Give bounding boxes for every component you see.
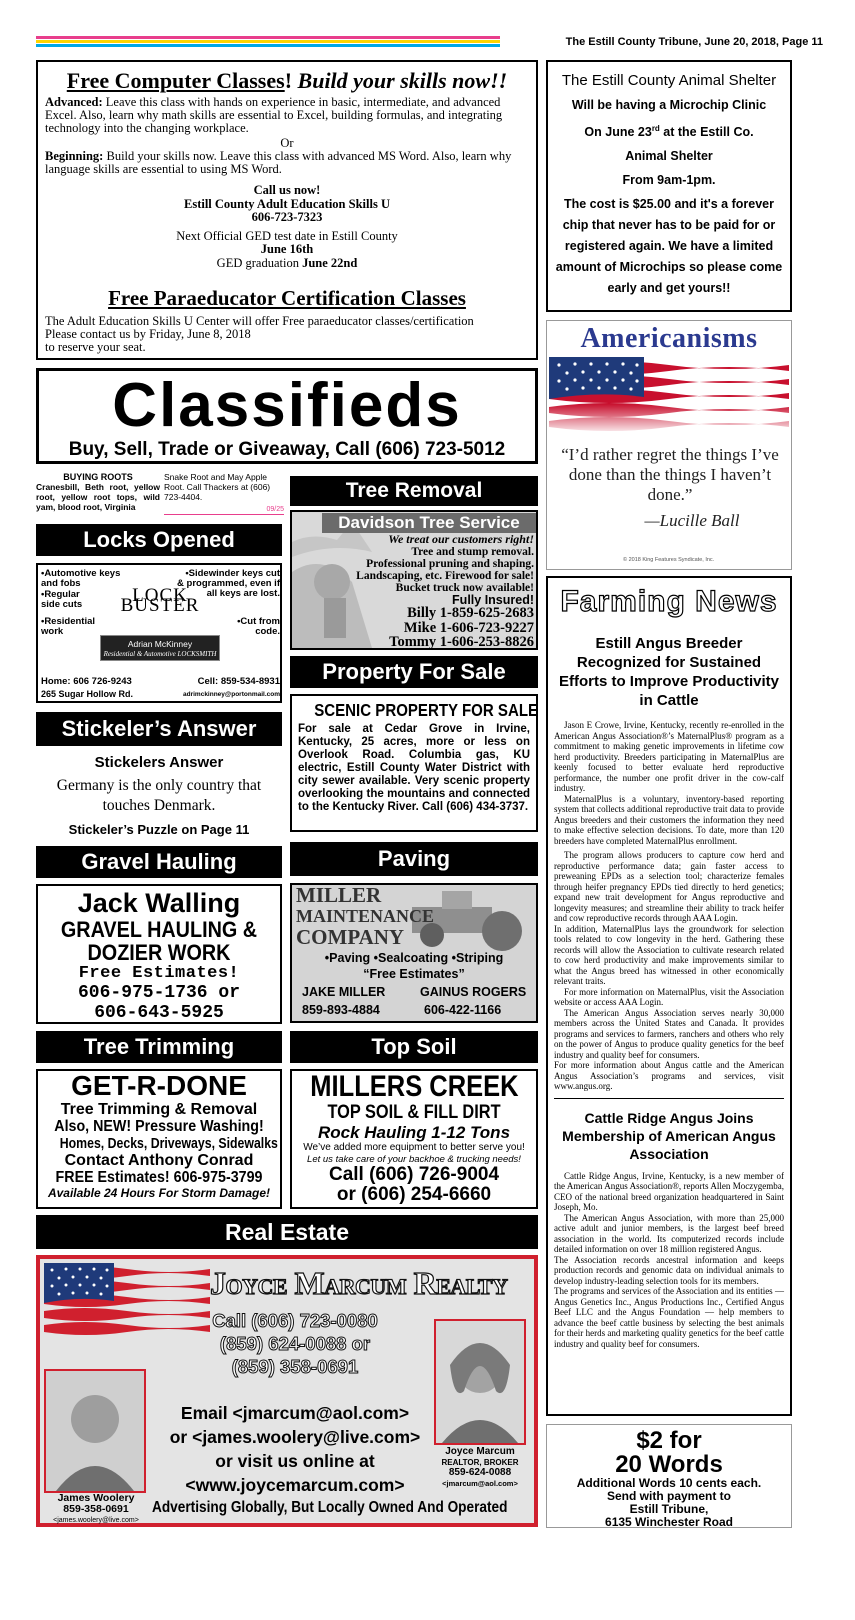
- rates-line-3: Additional Words 10 cents each.: [576, 1476, 762, 1490]
- person-icon: [46, 1371, 144, 1491]
- call-us: Call us now!: [253, 183, 321, 197]
- property-header: Property For Sale: [290, 656, 538, 688]
- computer-title: [45, 68, 529, 94]
- lock-card-sub: Residential & Automotive LOCKSMITH: [103, 650, 217, 658]
- gravel-line-3: DOZIER WORK: [87, 940, 231, 965]
- shelter-line-2b: at the Estill Co.: [659, 125, 754, 140]
- lock-service-2: •Regular side cuts: [41, 589, 83, 610]
- tree-removal-ad: [290, 510, 538, 650]
- property-title: SCENIC PROPERTY FOR SALE: [314, 700, 539, 720]
- stickeler-header: Stickeler’s Answer: [36, 712, 282, 746]
- trim-line-3: Also, NEW! Pressure Washing!: [54, 1118, 264, 1135]
- paving-header: Paving: [290, 842, 538, 876]
- gravel-line-1: Jack Walling: [77, 888, 241, 918]
- roots-code: 09/25: [164, 506, 284, 515]
- realty-company-name: Joyce Marcum Realty: [210, 1265, 508, 1301]
- beginning-label: Beginning:: [45, 149, 104, 163]
- tree-removal-header: Tree Removal: [290, 476, 538, 506]
- americanisms-ad: [546, 320, 792, 570]
- soil-line-1: MILLERS CREEK: [310, 1070, 519, 1103]
- roots-text-right: Snake Root and May Apple Root. Call Thackers at (606) 723-4404.: [164, 472, 271, 502]
- miller-company-name: [296, 885, 434, 948]
- shelter-title: The Estill County Animal Shelter: [561, 72, 777, 89]
- lock-address: 265 Sugar Hollow Rd.: [41, 689, 134, 699]
- realty-slogan: Advertising Globally, But Locally Owned And Operated: [152, 1499, 508, 1516]
- paving-ad: [290, 883, 538, 1023]
- paving-free-estimates: “Free Estimates”: [363, 967, 465, 981]
- tree-company-name: Davidson Tree Service: [322, 513, 536, 533]
- agent-joyce-phone: 859-624-0088: [448, 1467, 512, 1478]
- property-ad: [290, 694, 538, 832]
- article1-p2: MaternalPlus is a voluntary, inventory-based reporting system that collects additional reproductive trait data to provide Angus breeders and their customers the information they need to make effective selection decisions. To date, more than 120 breeders have completed MaternalPlus enrollment.: [554, 793, 784, 846]
- paving-services: •Paving •Sealcoating •Striping: [324, 951, 504, 965]
- lock-owner-name: Adrian McKinney: [127, 639, 193, 649]
- classifieds-banner: [36, 368, 538, 464]
- animal-shelter-ad: [546, 60, 792, 312]
- shelter-line-2-sup: rd: [651, 124, 660, 133]
- farming-headline-1: Estill Angus Breeder Recognized for Sustained Efforts to Improve Productivity in Cattle: [558, 635, 780, 709]
- agent-joyce-name: Joyce Marcum: [445, 1446, 515, 1457]
- para-line-2: Please contact us by Friday, June 8, 2018: [45, 327, 251, 341]
- paving-phone-gainus: 606-422-1166: [424, 1003, 502, 1017]
- tree-tagline: We treat our customers right!: [388, 532, 534, 546]
- realty-phone-3: (859) 358-0691: [231, 1356, 359, 1377]
- trim-line-6: FREE Estimates! 606-975-3799: [55, 1169, 263, 1186]
- americanisms-credit: © 2018 King Features Syndicate, Inc.: [623, 557, 715, 563]
- tree-service-2: Professional pruning and shaping.: [366, 558, 534, 570]
- shelter-line-2: [554, 117, 784, 144]
- farming-title: Farming News: [560, 585, 778, 618]
- gravel-line-2: GRAVEL HAULING &: [60, 917, 258, 942]
- gravel-header: Gravel Hauling: [36, 846, 282, 878]
- tree-service-4: Bucket truck now available!: [395, 582, 534, 594]
- lock-service-5: •Cut from code.: [237, 616, 280, 637]
- soil-line-7: or (606) 254-6660: [336, 1184, 492, 1205]
- article2-p3: The Association records ancestral information and keeps production records and genomic data on individual animals to develop industry-leading selection tools for its members.: [554, 1254, 784, 1286]
- farming-article-2: [554, 1171, 784, 1350]
- article1-p3: The program allows producers to capture cow herd and reproductive performance data; gain faster access to preweaning EPDs as a selection tool; characterize females through heifer pregnancy EPDs tied directly to herd genetics; expand new trait development for Angus reproductive and longevity measures; and streamline their ability to track heifer and cow reproductive records through AAA Login.: [554, 850, 784, 923]
- rates-line-5: Estill Tribune,: [629, 1502, 709, 1516]
- agent-james-email: <james.woolery@live.com>: [53, 1517, 139, 1524]
- center-name: Estill County Adult Education Skills U: [184, 196, 390, 211]
- tree-phone-billy: Billy 1-859-625-2683: [407, 605, 534, 621]
- gravel-line-5: 606-975-1736 or: [77, 983, 241, 1003]
- tree-trimming-ad: [36, 1069, 282, 1209]
- classifieds-title: Classifieds: [112, 371, 462, 440]
- realty-visit: or visit us online at: [215, 1451, 375, 1471]
- grad-prefix: GED graduation: [216, 255, 303, 270]
- lock-email: adrimckinney@portonmail.com: [183, 691, 280, 698]
- stickeler-answer: [36, 754, 282, 837]
- americanisms-quote: “I’d rather regret the things I’ve done than the things I haven’t done.”: [561, 445, 779, 504]
- classifieds-subtitle: Buy, Sell, Trade or Giveaway, Call (606) 723-5012: [68, 439, 506, 460]
- agent-james: [40, 1493, 152, 1526]
- soil-line-5: Let us take care of your backhoe & trucking needs!: [307, 1154, 521, 1165]
- soil-line-3: Rock Hauling 1-12 Tons: [317, 1123, 511, 1142]
- lock-service-1: •Automotive keys and fobs: [41, 568, 121, 589]
- article1-p7: For more information about Angus cattle and the American Angus Association’s programs and services, visit www.angus.org.: [554, 1060, 784, 1091]
- para-line-1: The Adult Education Skills U Center will offer Free paraeducator classes/certification: [45, 314, 474, 328]
- soil-line-6: Call (606) 726-9004: [328, 1164, 500, 1185]
- lock-service-4: •Sidewinder keys cut & programmed, even if all keys are lost.: [177, 568, 280, 599]
- center-phone: 606-723-7323: [251, 210, 323, 224]
- miller-line-1: MILLER: [296, 883, 382, 907]
- soil-line-2: TOP SOIL & FILL DIRT: [327, 1102, 501, 1123]
- shelter-line-2a: On June 23: [584, 125, 652, 140]
- article1-p1: Jason E Crowe, Irvine, Kentucky, recently re-enrolled in the American Angus Association®’s MaternalPlus® program as a commitment to making genetic improvements in lifetime cow herd productivity. Breeders participating in MaternalPlus are keenly focused to better evaluate herd reproductive performance, the number one profit driver in the cow-calf industry.: [554, 720, 784, 793]
- advanced-text: Leave this class with hands on experience in basic, intermediate, and advanced Excel. Also, learn why math skills are essential to Excel, building formulas, and integrating technology into the changing workplace.: [45, 95, 503, 135]
- buying-roots-right: [164, 472, 284, 515]
- agent-joyce: [426, 1447, 534, 1489]
- farming-news: [546, 576, 792, 1416]
- computer-title-sub: Build your skills now!!: [297, 68, 508, 93]
- farming-headline-2: Cattle Ridge Angus Joins Membership of American Angus Association: [562, 1109, 776, 1162]
- realty-phones: [190, 1309, 400, 1378]
- paving-phone-jake: 859-893-4884: [302, 1003, 380, 1017]
- article1-p6: The American Angus Association serves nearly 30,000 members across the United States and Canada. It provides programs and services to farmers, ranchers and others who rely on the power of Angus to produce quality genetics for the beef industry and quality beef for consumers.: [554, 1007, 784, 1060]
- shelter-line-4: From 9am-1pm.: [622, 173, 716, 188]
- tree-trimming-header: Tree Trimming: [36, 1031, 282, 1063]
- realty-website: <www.joycemarcum.com>: [185, 1475, 405, 1495]
- tree-services: [332, 546, 534, 606]
- gravel-ad: [36, 884, 282, 1024]
- top-soil-ad: [290, 1069, 538, 1209]
- stickeler-answer-text: Germany is the only country that touches Denmark.: [56, 777, 262, 814]
- tree-phone-mike: Mike 1-606-723-9227: [403, 619, 534, 636]
- rates-ad: [546, 1424, 792, 1528]
- agent-james-phone: 859-358-0691: [63, 1503, 129, 1515]
- tree-phone-tommy: Tommy 1-606-253-8826: [389, 634, 534, 650]
- lock-service-3: •Residential work: [41, 616, 96, 637]
- real-estate-flag-icon: [44, 1263, 210, 1343]
- realty-phone-2: (859) 624-0088 or: [219, 1333, 371, 1354]
- trim-line-7: Available 24 Hours For Storm Damage!: [47, 1186, 271, 1200]
- trim-line-2: Tree Trimming & Removal: [60, 1101, 258, 1118]
- roots-title: BUYING ROOTS: [63, 472, 133, 482]
- computer-title-main: Free Computer Classes: [66, 68, 285, 93]
- article2-p1: Cattle Ridge Angus, Irvine, Kentucky, is a new member of the American Angus Association®, reports Allen Moczygemba, CEO of the national breed organization headquartered in Saint Joseph, Mo.: [554, 1170, 784, 1212]
- shelter-line-1: Will be having a Microchip Clinic: [571, 98, 767, 112]
- farming-article-1: [554, 720, 784, 1092]
- trim-line-1: GET-R-DONE: [71, 1070, 247, 1101]
- gravel-line-6: 606-643-5925: [94, 1003, 224, 1023]
- ged-date: June 16th: [260, 242, 314, 256]
- miller-line-2: MAINTENANCE: [296, 906, 435, 926]
- locks-ad: [36, 563, 282, 703]
- gravel-line-4: Free Estimates!: [78, 964, 240, 983]
- advanced-label: Advanced:: [45, 95, 103, 109]
- americanisms-author: —Lucille Ball: [644, 511, 740, 530]
- person-icon: [436, 1321, 524, 1443]
- agent-joyce-email: <jmarcum@aol.com>: [442, 1478, 518, 1488]
- top-soil-header: Top Soil: [290, 1031, 538, 1063]
- computer-title-excl: !: [284, 68, 298, 93]
- soil-line-4: We’ve added more equipment to better serve you!: [303, 1142, 525, 1153]
- rates-line-6: 6135 Winchester Road: [605, 1515, 733, 1529]
- rates-line-4: Send with payment to: [606, 1489, 731, 1503]
- stickeler-puzzle-note: Stickeler’s Puzzle on Page 11: [68, 822, 250, 837]
- paving-name-gainus: GAINUS ROGERS: [420, 985, 527, 999]
- miller-line-3: COMPANY: [296, 925, 405, 949]
- grad-date: June 22nd: [302, 255, 358, 270]
- realty-email-1: Email <jmarcum@aol.com>: [180, 1403, 410, 1423]
- paving-name-jake: JAKE MILLER: [302, 985, 386, 999]
- locks-opened-header: Locks Opened: [36, 524, 282, 556]
- agent-photo-james: [44, 1369, 146, 1493]
- shelter-line-3: Animal Shelter: [625, 149, 713, 164]
- real-estate-header: Real Estate: [36, 1215, 538, 1249]
- lock-card: [100, 635, 220, 661]
- tree-service-1: Tree and stump removal.: [411, 546, 534, 558]
- page-header: The Estill County Tribune, June 20, 2018, Page 11: [500, 36, 825, 48]
- lock-cell-phone: Cell: 859-534-8931: [197, 676, 280, 687]
- rates-line-1: $2 for: [636, 1427, 702, 1454]
- computer-classes-ad: [36, 60, 538, 360]
- rates-line-2: 20 Words: [615, 1451, 723, 1478]
- trim-line-5: Contact Anthony Conrad: [64, 1152, 254, 1169]
- realty-contact: [150, 1401, 440, 1497]
- real-estate-ad: [36, 1255, 538, 1527]
- beginning-text: Build your skills now. Leave this class with advanced MS Word. Also, learn why language skills are essential to using MS Word.: [45, 149, 512, 176]
- ged-line: Next Official GED test date in Estill County: [176, 228, 398, 243]
- tree-insured: Fully Insured!: [452, 593, 534, 607]
- shelter-line-5: The cost is $25.00 and it's a forever chip that never has to be paid for or registered again. We have a limited amount of Microchips so please come early and get yours!!: [555, 197, 783, 296]
- agent-photo-joyce: [434, 1319, 526, 1445]
- realty-email-2: or <james.woolery@live.com>: [169, 1427, 421, 1447]
- article1-p4: In addition, MaternalPlus lays the groundwork for selection tools related to cow longevity in the herd. Gathering these records will allow the Association to cultivate research related to cow herd productivity and make improvements similar to what the Angus breed has witnessed in other economically relevant traits.: [554, 923, 784, 986]
- lock-home-phone: Home: 606 726-9243: [41, 676, 132, 687]
- roots-text-left: Cranesbill, Beth root, yellow root, yellow root tops, wild yam, blood root, Virginia: [36, 482, 160, 512]
- agent-joyce-title: REALTOR, BROKER: [441, 1457, 519, 1467]
- paraeducator-title: Free Paraeducator Certification Classes: [108, 286, 466, 310]
- buying-roots-left: [36, 472, 160, 512]
- or-text: Or: [280, 136, 294, 150]
- property-body: For sale at Cedar Grove in Irvine, Kentucky, 25 acres, more or less on Overlook Road. Columbia gas, KU electric, Estill County Water District with city sewer available. Very scenic property overlooking the mountains and connected to the Kentucky River. Call (606) 434-3737.: [298, 723, 530, 813]
- agent-james-name: James Woolery: [57, 1492, 135, 1504]
- article2-p4: The programs and services of the Association and its entities — Angus Genetics Inc., Angus Productions Inc., Certified Angus Beef LLC and the Angus Foundation — help members to advance the beef cattle business by selecting the best animals for their herds and marketing quality genetics for the beef cattle industry and quality beef for consumers.: [554, 1286, 784, 1349]
- lock-buster-logo: LOCK BUSTER: [120, 585, 200, 616]
- article2-p2: The American Angus Association, with more than 25,000 active adult and junior members, is the largest beef breed association in the world. Its computerized records include detailed information on over 18 million registered Angus.: [554, 1212, 784, 1254]
- trim-line-4: Homes, Decks, Driveways, Sidewalks: [59, 1135, 278, 1152]
- article1-p5: For more information on MaternalPlus, visit the Association website or access AAA Login.: [554, 986, 784, 1007]
- realty-phone-1: Call (606) 723-0080: [212, 1310, 378, 1331]
- american-flag-icon: [549, 357, 789, 435]
- tree-phones: [352, 606, 534, 650]
- tree-service-3: Landscaping, etc. Firewood for sale!: [356, 570, 534, 582]
- americanisms-title: Americanisms: [580, 323, 758, 354]
- para-line-3: to reserve your seat.: [45, 340, 146, 354]
- stickeler-title: Stickelers Answer: [94, 754, 224, 771]
